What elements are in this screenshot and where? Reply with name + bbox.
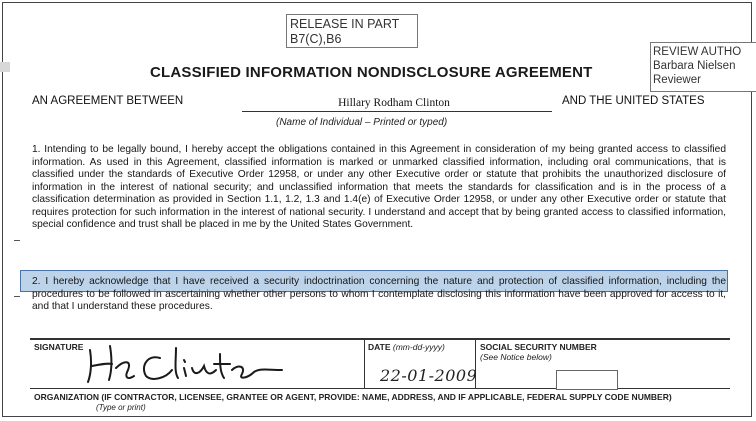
organization-caption: (Type or print) bbox=[96, 403, 146, 412]
name-caption: (Name of Individual – Printed or typed) bbox=[276, 117, 448, 128]
margin-mark bbox=[14, 240, 20, 241]
agreement-left-text: AN AGREEMENT BETWEEN bbox=[32, 95, 184, 107]
name-underline bbox=[242, 111, 552, 112]
ssn-hint: (See Notice below) bbox=[480, 352, 552, 362]
agreement-row bbox=[32, 95, 732, 111]
release-stamp bbox=[286, 14, 418, 48]
ssn-redaction-box bbox=[556, 370, 618, 390]
margin-mark bbox=[14, 296, 20, 297]
form-mid-rule bbox=[30, 388, 730, 389]
release-stamp-line1: RELEASE IN PART bbox=[290, 17, 400, 31]
review-line1: REVIEW AUTHO bbox=[653, 46, 742, 58]
date-hint: (mm-dd-yyyy) bbox=[392, 342, 445, 352]
date-label: DATE bbox=[368, 342, 391, 352]
ssn-hint-wrap bbox=[480, 352, 552, 362]
document-title: CLASSIFIED INFORMATION NONDISCLOSURE AGREEMENT bbox=[150, 64, 593, 81]
review-line3: Reviewer bbox=[653, 74, 701, 86]
individual-name: Hillary Rodham Clinton bbox=[338, 97, 450, 109]
paragraph-1: 1. Intending to be legally bound, I hereby accept the obligations contained in this Agreement in consideration of my being granted access to classified information. As used in this Agreement, classified information is marked or unmarked classified information, including oral communications, that is classified under the standards of Executive Order 12958, or under any other Executive order or statute that prohibits the unauthorized disclosure of information in the interest of national security; and unclassified information that meets the standards for classification and is in the process of a classification determination as provided in Section 1.1, 1.2, 1.3 and 1.4(e) of Executive Order 12958, or under any other Executive order or statute that requires protection for such information in the interest of national security. I understand and accept that by being granted access to classified information, special confidence and trust shall be placed in me by the United States Government. bbox=[32, 144, 726, 230]
date-label-wrap bbox=[368, 342, 445, 352]
signature-image bbox=[82, 340, 292, 386]
form-divider bbox=[364, 338, 365, 388]
organization-label: ORGANIZATION (IF CONTRACTOR, LICENSEE, GRANTEE OR AGENT, PROVIDE: NAME, ADDRESS, AND IF APPLICABLE, FEDERAL SUPPLY CODE NUMBER) bbox=[34, 392, 672, 402]
agreement-right-text: AND THE UNITED STATES bbox=[562, 95, 705, 107]
scan-mark bbox=[0, 62, 10, 72]
review-line2: Barbara Nielsen bbox=[653, 60, 736, 72]
release-stamp-line2: B7(C),B6 bbox=[290, 32, 342, 46]
ssn-label: SOCIAL SECURITY NUMBER bbox=[480, 342, 597, 352]
signature-label: SIGNATURE bbox=[34, 342, 84, 352]
paragraph-2: 2. I hereby acknowledge that I have received a security indoctrination concerning the nature and protection of classified information, including the procedures to be followed in ascertaining whether other persons to whom I contemplate disclosing this information have been approved for access to it, and that I understand these procedures. bbox=[32, 276, 726, 312]
review-authority-box bbox=[650, 42, 756, 92]
date-value: 22-01-2009 bbox=[380, 366, 478, 385]
